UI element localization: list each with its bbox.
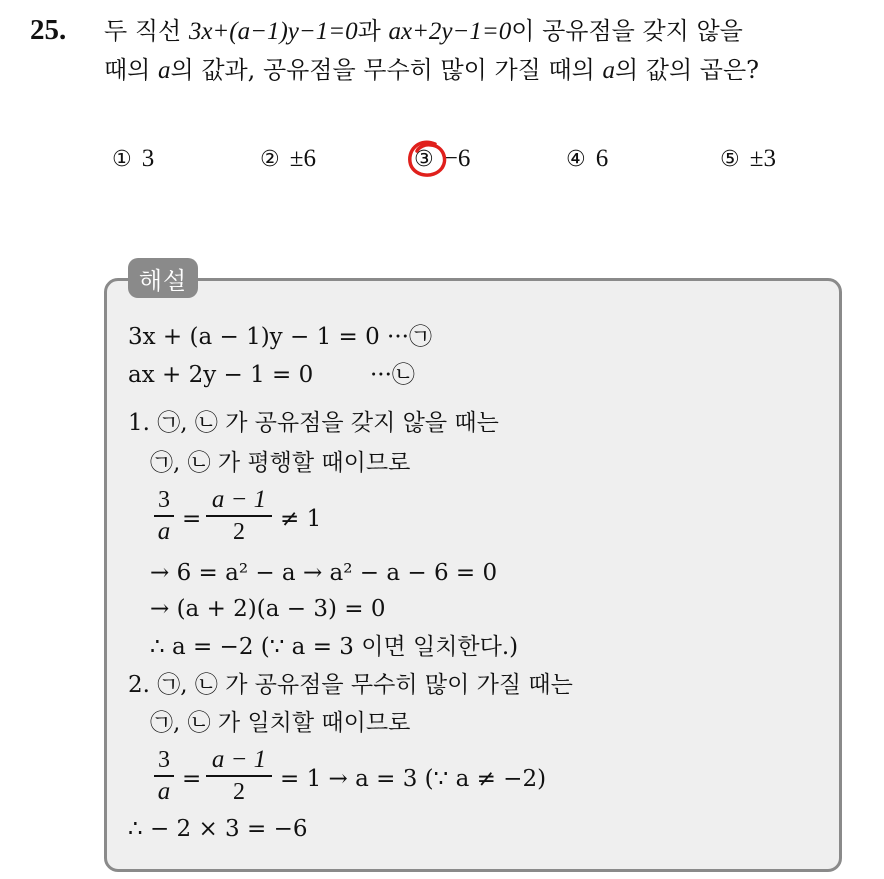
- solution-step-2-tail: = 1 → a = 3 (∵ a ≠ −2): [280, 766, 547, 792]
- fraction-numerator: a − 1: [211, 746, 267, 773]
- question-number: 25.: [30, 14, 67, 46]
- fraction-numerator: 3: [158, 487, 170, 513]
- question-text: 과: [357, 17, 389, 45]
- fraction: [154, 746, 174, 806]
- question-text: 이 공유점을 갖지 않을: [511, 17, 743, 45]
- choice-5[interactable]: [720, 145, 776, 173]
- solution-step-2-title: 2. ㉠, ㉡ 가 공유점을 무수히 많이 가질 때는: [128, 672, 573, 698]
- solution-step-1-line: ㉠, ㉡ 가 평행할 때이므로: [150, 450, 411, 476]
- solution-equation-b: ax + 2y − 1 = 0: [128, 362, 314, 388]
- question-text-line-1: [104, 16, 743, 47]
- choice-2[interactable]: [260, 145, 316, 173]
- choice-mark: ③: [414, 147, 434, 172]
- choice-value: ±3: [749, 145, 776, 172]
- choice-4[interactable]: [566, 145, 608, 173]
- fraction-denominator: 2: [233, 518, 245, 545]
- question-text: 때의: [104, 56, 158, 84]
- solution-conclusion: ∴ − 2 × 3 = −6: [128, 816, 308, 842]
- fraction: [154, 486, 174, 546]
- solution-step-1-calc-2: → (a + 2)(a − 3) = 0: [150, 596, 386, 622]
- solution-step-1-result: ∴ a = −2 (∵ a = 3 이면 일치한다.): [150, 634, 519, 660]
- fraction: [206, 486, 272, 546]
- choice-value: 6: [595, 145, 609, 172]
- question-text: 의 값과, 공유점을 무수히 많이 가질 때의: [170, 56, 603, 84]
- equals-sign: =: [182, 506, 202, 532]
- solution-step-1-title: 1. ㉠, ㉡ 가 공유점을 갖지 않을 때는: [128, 410, 499, 436]
- choice-value: −6: [443, 145, 471, 172]
- equation-1: 3x+(a−1)y−1=0: [188, 18, 358, 45]
- choice-1[interactable]: [112, 145, 154, 173]
- question-text: 두 직선: [104, 17, 189, 45]
- choice-value: 3: [141, 145, 155, 172]
- choice-mark: ④: [566, 146, 586, 172]
- fraction-denominator: a: [157, 777, 171, 805]
- variable-a: a: [158, 57, 171, 84]
- choice-3[interactable]: [414, 145, 470, 173]
- solution-step-1-calc-1: → 6 = a² − a → a² − a − 6 = 0: [150, 560, 498, 586]
- equals-sign: =: [182, 766, 202, 792]
- fraction-denominator: 2: [233, 778, 245, 805]
- solution-equation-b-label: ···㉡: [370, 362, 415, 388]
- choice-mark: ⑤: [720, 146, 740, 172]
- equation-2: ax+2y−1=0: [388, 18, 512, 45]
- fraction-numerator: a − 1: [211, 486, 267, 513]
- solution-tab: 해설: [128, 258, 198, 298]
- solution-equation-a: 3x + (a − 1)y − 1 = 0 ···㉠: [128, 324, 432, 350]
- choice-value: ±6: [289, 145, 316, 172]
- solution-step-2-line: ㉠, ㉡ 가 일치할 때이므로: [150, 710, 411, 736]
- fraction: [206, 746, 272, 806]
- fraction-numerator: 3: [158, 747, 170, 773]
- fraction-denominator: a: [157, 517, 171, 545]
- question-text-line-2: [104, 55, 759, 86]
- choice-mark: ①: [112, 146, 132, 172]
- solution-step-1-tail: ≠ 1: [280, 506, 322, 532]
- question-text: 의 값의 곱은?: [614, 56, 760, 84]
- variable-a: a: [602, 57, 615, 84]
- choice-mark: ②: [260, 146, 280, 172]
